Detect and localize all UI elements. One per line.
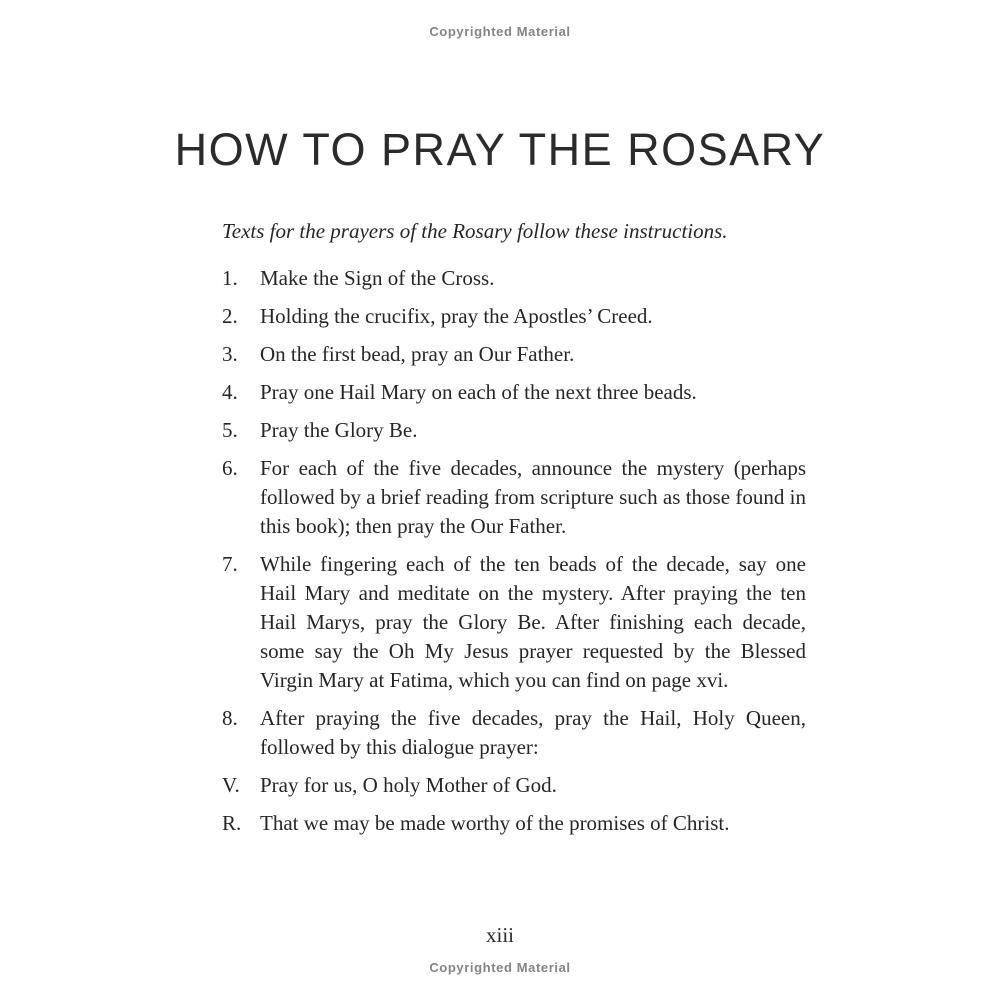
item-text: While fingering each of the ten beads of the decade, say one Hail Mary and meditate on the mystery. After praying the ten Hail Marys, pray the Glory Be. After finishing each decade, some say the Oh My Jesus prayer requested by the Blessed Virgin Mary at Fatima, which you can find on page xvi. — [260, 552, 806, 692]
item-text: On the first bead, pray an Our Father. — [260, 342, 575, 366]
item-marker: 7. — [222, 552, 238, 576]
list-item — [222, 302, 806, 331]
instruction-list — [222, 264, 806, 838]
list-item — [222, 454, 806, 541]
list-item — [222, 340, 806, 369]
item-text: Pray for us, O holy Mother of God. — [260, 773, 557, 797]
item-marker: 5. — [222, 418, 238, 442]
item-marker: R. — [222, 811, 242, 835]
item-marker: 1. — [222, 266, 238, 290]
page-number: xiii — [485, 923, 514, 947]
list-item — [222, 809, 806, 838]
item-marker: 4. — [222, 380, 238, 404]
item-text: Holding the crucifix, pray the Apostles’ Creed. — [260, 304, 653, 328]
list-item — [222, 264, 806, 293]
item-text: Pray the Glory Be. — [260, 418, 418, 442]
item-text: Make the Sign of the Cross. — [260, 266, 495, 290]
item-text: That we may be made worthy of the promises of Christ. — [260, 811, 730, 835]
page-body — [222, 217, 806, 847]
copyright-notice-bottom: Copyrighted Material — [429, 960, 571, 975]
item-marker: 3. — [222, 342, 238, 366]
item-marker: 2. — [222, 304, 238, 328]
item-text: After praying the five decades, pray the Hail, Holy Queen, followed by this dialogue prayer: — [260, 706, 806, 759]
intro-sentence: Texts for the prayers of the Rosary follow these instructions. — [222, 219, 728, 243]
list-item — [222, 550, 806, 695]
copyright-notice-top: Copyrighted Material — [429, 24, 571, 39]
list-item — [222, 771, 806, 800]
item-marker: V. — [222, 773, 240, 797]
list-item — [222, 378, 806, 407]
item-marker: 6. — [222, 456, 238, 480]
list-item — [222, 704, 806, 762]
item-marker: 8. — [222, 706, 238, 730]
item-text: Pray one Hail Mary on each of the next three beads. — [260, 380, 697, 404]
item-text: For each of the five decades, announce the mystery (perhaps followed by a brief reading from scripture such as those found in this book); then pray the Our Father. — [260, 456, 806, 538]
list-item — [222, 416, 806, 445]
chapter-title: HOW TO PRAY THE ROSARY — [174, 124, 826, 175]
